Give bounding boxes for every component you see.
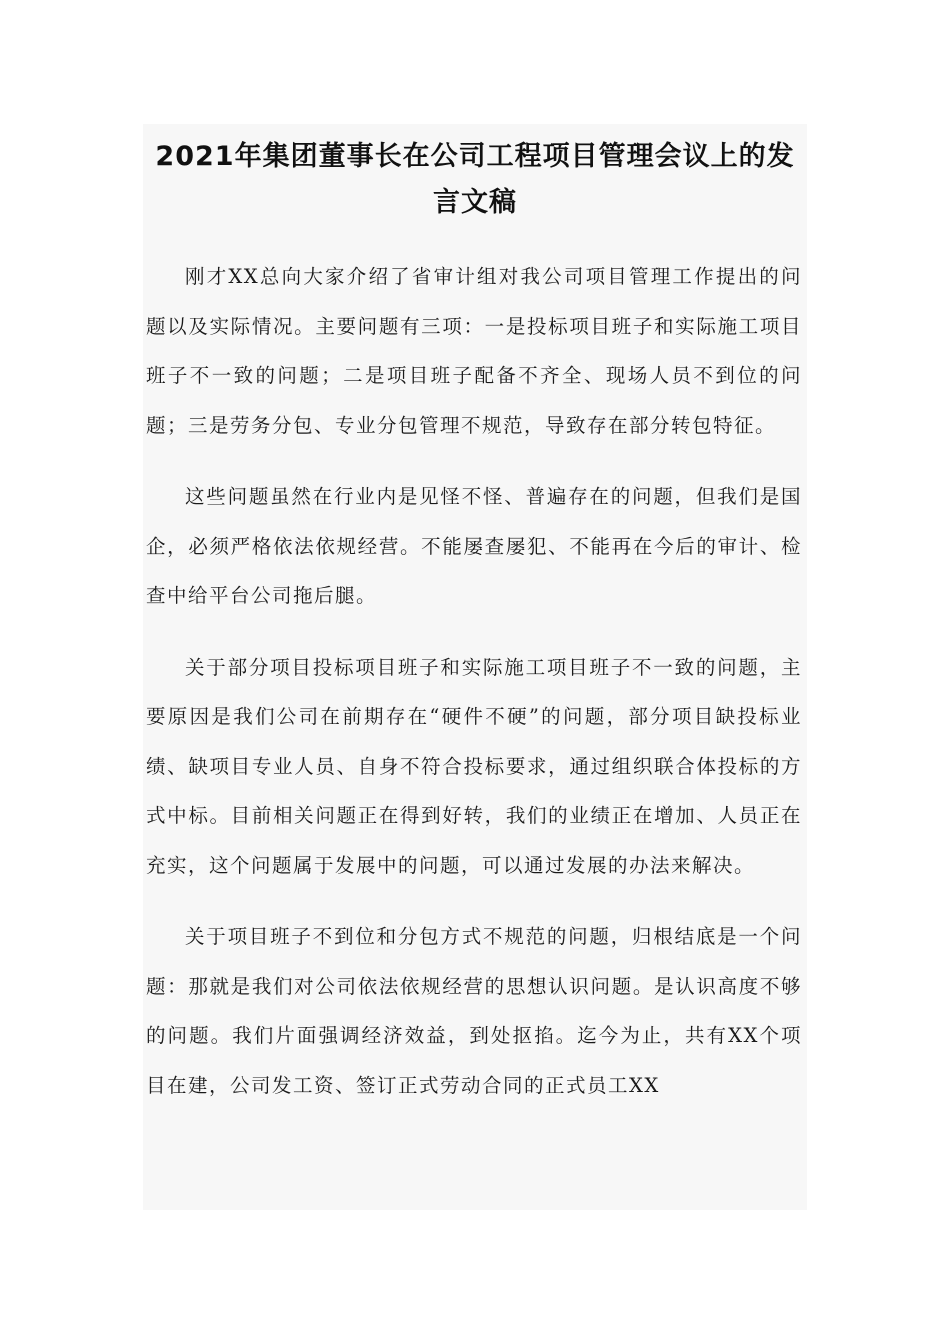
document-body — [146, 252, 802, 1132]
paragraph-4: 关于项目班子不到位和分包方式不规范的问题，归根结底是一个问题：那就是我们对公司依法依规经营的思想认识问题。是认识高度不够的问题。我们片面强调经济效益，到处抠掐。迄今为止，共有XX个项目在建，公司发工资、签订正式劳动合同的正式员工XX — [146, 925, 802, 1097]
document-title: 2021年集团董事长在公司工程项目管理会议上的发言文稿 — [155, 141, 795, 218]
paragraph-3: 关于部分项目投标项目班子和实际施工项目班子不一致的问题，主要原因是我们公司在前期存在“硬件不硬”的问题，部分项目缺投标业绩、缺项目专业人员、自身不符合投标要求，通过组织联合体投标的方式中标。目前相关问题正在得到好转，我们的业绩正在增加、人员正在充实，这个问题属于发展中的问题，可以通过发展的办法来解决。 — [146, 655, 802, 877]
document-page — [143, 124, 807, 1210]
paragraph-1: 刚才XX总向大家介绍了省审计组对我公司项目管理工作提出的问题以及实际情况。主要问题有三项：一是投标项目班子和实际施工项目班子不一致的问题；二是项目班子配备不齐全、现场人员不到位的问题；三是劳务分包、专业分包管理不规范，导致存在部分转包特征。 — [146, 265, 802, 437]
paragraph-2: 这些问题虽然在行业内是见怪不怪、普遍存在的问题，但我们是国企，必须严格依法依规经营。不能屡查屡犯、不能再在今后的审计、检查中给平台公司拖后腿。 — [146, 485, 802, 607]
